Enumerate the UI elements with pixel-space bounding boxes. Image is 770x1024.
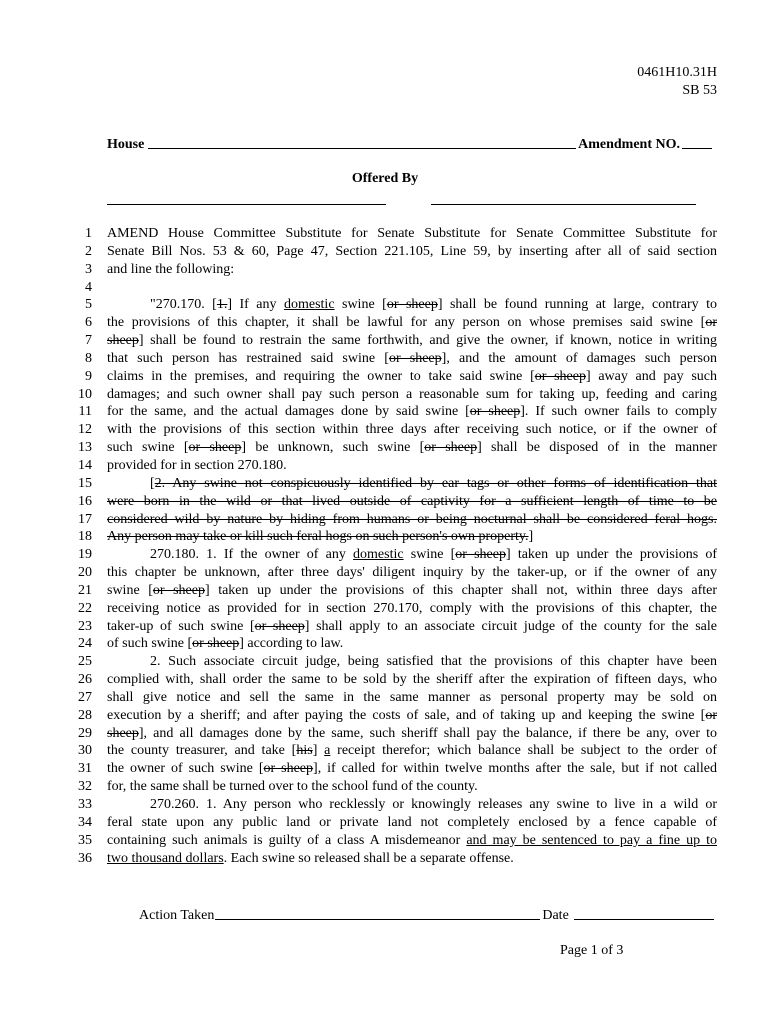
deleted-text: or sheep [254,618,305,634]
line-number: 14 [78,457,92,473]
text-line [60,403,720,421]
text-segment: swine [ [334,297,387,313]
text-segment: that such person has restrained said swine [ [107,350,389,366]
line-number: 2 [85,243,92,259]
line-number: 32 [78,779,92,795]
deleted-text: considered wild by nature by hiding from humans or being nocturnal shall be considered feral hogs. [107,511,717,527]
deleted-text: or sheep [469,404,521,420]
text-segment: this chapter be unknown, after three days' diligent inquiry by the taker-up, or if the owner of any [107,565,717,581]
text-line [60,243,720,261]
house-amendment-line [107,135,712,153]
text-segment: containing such animals is guilty of a class A misdemeanor [107,832,467,848]
line-text [107,332,717,350]
line-number: 7 [85,333,92,349]
signature-line-left [107,203,386,205]
text-segment: the owner of such swine [ [107,761,264,777]
text-line [60,225,720,243]
line-text [107,350,717,368]
deleted-text: or sheep [388,350,442,366]
line-text [107,671,717,689]
text-segment: shall give notice and sell the same in the same manner as personal property may be sold on [107,689,717,705]
text-line [60,528,720,546]
line-text [107,742,717,760]
deleted-text: or sheep [386,297,438,313]
line-text [107,725,717,743]
text-segment: AMEND House Committee Substitute for Senate Substitute for Senate Committee Substitute for [107,226,717,241]
line-text [107,457,717,475]
line-text [107,564,717,582]
deleted-text: were born in the wild or that lived outside of captivity for a sufficient length of time to be [107,493,717,509]
document-code [637,64,717,100]
line-text [107,814,717,832]
text-line [60,635,720,653]
line-number: 33 [78,797,92,812]
deleted-text: 2. Any swine not conspicuously identified by ear tags or other forms of identification that [154,475,717,491]
text-segment: ] [528,529,534,545]
text-segment: and line the following: [107,261,235,277]
text-segment: complied with, shall order the same to be sold by the sheriff after the expiration of fifteen days, who [107,672,717,688]
line-number: 26 [78,672,92,688]
line-number: 12 [78,422,92,438]
text-line [60,279,720,297]
line-number: 35 [78,832,92,848]
deleted-text: his [296,743,313,759]
text-segment: with the provisions of this section within three days after receiving such notice, or if the owner of [107,422,717,438]
line-number: 5 [85,297,92,313]
line-number: 15 [78,475,92,491]
line-text [107,689,717,707]
text-line [60,564,720,582]
action-taken-line [139,906,716,924]
line-text [107,225,717,243]
text-line [60,350,720,368]
line-number: 10 [78,386,92,402]
text-line [60,814,720,832]
line-number: 11 [78,404,92,420]
deleted-text: or sheep [263,761,314,777]
text-segment: the county treasurer, and take [ [107,743,297,759]
action-taken-blank [215,918,540,920]
line-number: 4 [85,279,92,295]
line-text [107,528,717,546]
line-number: 9 [85,368,92,384]
text-segment: swine [ [107,582,153,598]
text-segment: taker-up of such swine [ [107,618,255,634]
deleted-text: or [705,707,717,723]
text-segment: ]. If such owner fails to comply [520,404,717,420]
text-line [60,653,720,671]
line-number: 25 [78,654,92,670]
text-segment: ], and the amount of damages such person [441,350,717,366]
line-text [107,618,717,636]
deleted-text: or sheep [424,440,478,456]
text-segment: ], if called for within twelve months after the sale, but if not called [313,761,717,777]
text-segment: damages; and such owner shall pay such person a reasonable sum for taking up, feeding and caring [107,386,717,402]
line-number: 18 [78,529,92,545]
line-text [107,493,717,511]
text-line [60,296,720,314]
text-line [60,725,720,743]
text-segment: provided for in section 270.180. [107,457,287,473]
house-label: House [107,137,145,152]
text-segment: Senate Bill Nos. 53 & 60, Page 47, Section 221.105, Line 59, by inserting after all of said section [107,243,717,259]
text-line [60,689,720,707]
text-segment: ] shall be disposed of in the manner [477,440,717,456]
bill-number: SB 53 [682,83,717,98]
inserted-text: domestic [283,297,335,313]
text-segment: ] away and pay such [585,368,717,384]
text-segment: receipt therefor; which balance shall be subject to the order of [330,743,717,759]
text-segment: 270.260. 1. Any person who recklessly or knowingly releases any swine to live in a wild or [150,797,717,812]
text-line [60,386,720,404]
line-number: 1 [85,226,92,241]
inserted-text: domestic [353,547,404,563]
text-segment: swine [ [403,547,456,563]
line-text [107,421,717,439]
text-segment: of such swine [ [107,636,193,652]
line-text [107,243,717,261]
line-text [107,546,717,564]
line-text [107,261,717,279]
text-segment: claims in the premises, and requiring the owner to take said swine [ [107,368,535,384]
offered-by-label: Offered By [351,171,419,186]
line-text [107,296,717,314]
text-segment: 270.180. 1. If the owner of any [150,547,354,563]
line-text [107,707,717,725]
line-number: 20 [78,565,92,581]
text-segment: . Each swine so released shall be a separate offense. [223,850,514,866]
text-segment: ] [312,743,325,759]
text-line [60,475,720,493]
text-line [60,457,720,475]
amendment-text [60,225,720,867]
line-number: 6 [85,315,92,331]
line-number: 36 [78,850,92,866]
deleted-text: sheep [107,725,139,741]
line-number: 22 [78,600,92,616]
text-line [60,671,720,689]
text-segment: feral state upon any public land or private land not completely enclosed by a fence capable of [107,814,717,830]
deleted-text: 1. [216,297,228,313]
text-line [60,796,720,814]
line-text [107,314,717,332]
text-segment: the provisions of this chapter, it shall be lawful for any person on whose premises said swine [ [107,315,706,331]
line-text [107,475,717,493]
line-text [107,653,717,671]
text-line [60,368,720,386]
text-segment: such swine [ [107,440,189,456]
line-text [107,778,717,796]
line-number: 34 [78,814,92,830]
text-segment: ] shall be found running at large, contrary to [437,297,717,313]
line-number: 17 [78,511,92,527]
text-segment: "270.170. [ [150,297,217,313]
text-line [60,600,720,618]
line-text [107,439,717,457]
text-segment: ] taken up under the provisions of [505,547,717,563]
text-segment: ] If any [227,297,284,313]
line-text [107,582,717,600]
text-segment: ] shall be found to restrain the same forthwith, and give the owner, if known, notice in writing [138,333,717,349]
text-line [60,707,720,725]
text-line [60,546,720,564]
deleted-text: or sheep [455,547,506,563]
signature-line-right [431,203,696,205]
text-segment: receiving notice as provided for in section 270.170, comply with the provisions of this chapter, the [107,600,717,616]
line-number: 23 [78,618,92,634]
line-text [107,403,717,421]
text-line [60,832,720,850]
deleted-text: or [705,315,717,331]
line-number: 21 [78,582,92,598]
page-number: Page 1 of 3 [560,943,624,958]
line-number: 28 [78,707,92,723]
text-segment: ] according to law. [239,636,344,652]
line-text [107,635,717,653]
line-text [107,600,717,618]
line-text [107,760,717,778]
line-number: 3 [85,261,92,277]
inserted-text: a [324,743,331,759]
text-segment: [ [150,475,155,491]
text-line [60,511,720,529]
line-number: 27 [78,689,92,705]
line-text [107,832,717,850]
line-number: 29 [78,725,92,741]
deleted-text: or sheep [152,582,205,598]
text-segment: ] taken up under the provisions of this chapter shall not, within three days after [204,582,717,598]
deleted-text: Any person may take or kill such feral hogs on such person's own property. [107,529,529,545]
line-text [107,850,717,868]
date-blank [574,918,714,920]
deleted-text: or sheep [192,636,240,652]
amendment-code: 0461H10.31H [637,65,717,80]
text-line [60,493,720,511]
text-line [60,618,720,636]
text-line [60,582,720,600]
text-segment: for the same, and the actual damages done by said swine [ [107,404,470,420]
line-text [107,368,717,386]
inserted-text: two thousand dollars [107,850,224,866]
text-line [60,439,720,457]
inserted-text: and may be sentenced to pay a fine up to [466,832,717,848]
date-label: Date [542,908,569,923]
text-line [60,314,720,332]
text-line [60,850,720,868]
text-line [60,760,720,778]
line-number: 8 [85,350,92,366]
text-line [60,778,720,796]
line-number: 16 [78,493,92,509]
line-text [107,796,717,814]
text-segment: 2. Such associate circuit judge, being satisfied that the provisions of this chapter have been [150,654,717,670]
text-line [60,261,720,279]
text-segment: ], and all damages done by the same, such sheriff shall pay the balance, if there be any, over to [138,725,717,741]
line-number: 30 [78,743,92,759]
text-segment: for, the same shall be turned over to the school fund of the county. [107,779,478,795]
action-taken-label: Action Taken [139,908,215,923]
text-segment: ] be unknown, such swine [ [241,440,425,456]
line-number: 31 [78,761,92,777]
line-text [107,511,717,529]
line-number: 13 [78,440,92,456]
text-segment: ] shall apply to an associate circuit judge of the county for the sale [304,618,717,634]
deleted-text: or sheep [534,368,586,384]
text-line [60,332,720,350]
deleted-text: or sheep [188,440,242,456]
amendment-number-blank [682,147,712,149]
line-number: 24 [78,636,92,652]
house-blank [148,147,576,149]
text-line [60,742,720,760]
line-text [107,386,717,404]
deleted-text: sheep [107,333,139,349]
text-line [60,421,720,439]
text-segment: execution by a sheriff; and after paying the costs of sale, and of taking up and keeping the swine [ [107,707,706,723]
line-number: 19 [78,547,92,563]
amendment-label: Amendment NO. [578,137,680,152]
